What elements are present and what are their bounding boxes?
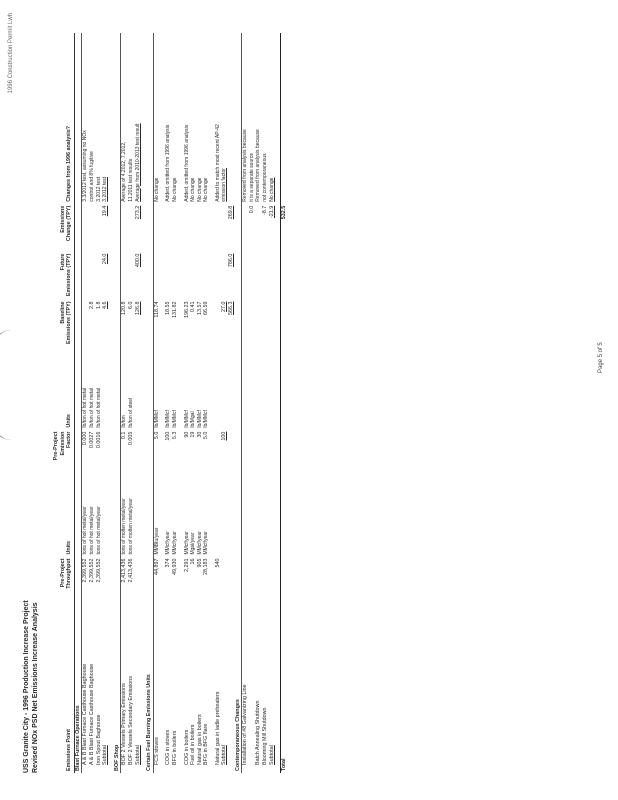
cell-chg <box>74 204 82 252</box>
cell-chg: 273.2 <box>134 205 141 220</box>
cell-ef: 5.0 <box>153 431 160 440</box>
cell-fut: 786.0 <box>228 253 235 268</box>
cell-notes <box>114 33 121 204</box>
table-row <box>262 33 269 773</box>
cell-notes: 3.3/2012 test, assuming no NOx <box>82 130 89 202</box>
cell-units <box>221 469 228 556</box>
cell-fut <box>128 252 135 300</box>
cell-point: BOF 2 Vessels Primary Emissions <box>121 683 128 765</box>
table-body <box>74 33 288 773</box>
cell-notes: 3.2012 test <box>95 176 102 202</box>
cell-notes: not contemporaneous <box>262 153 269 202</box>
cell-pre <box>281 557 288 613</box>
cell-efu <box>228 347 235 429</box>
table-row <box>215 33 222 773</box>
cell-notes: Average of 4.2012, 7.2012, <box>121 141 128 202</box>
cell-efu <box>242 347 249 429</box>
cell-notes: control and 8% fugitive <box>88 151 95 202</box>
cell-chg <box>128 204 135 252</box>
cell-chg <box>203 204 210 252</box>
cell-notes: No change <box>268 177 275 202</box>
cell-ef: 0.000 <box>82 431 89 446</box>
cell-notes: 11.2011 test results <box>127 158 134 202</box>
cell-pre <box>221 557 228 613</box>
cell-pre: 2,413,436 <box>121 558 128 583</box>
cell-efu: lb/MMcf <box>153 410 160 428</box>
cell-point: Blooming Mill Shutdown <box>262 707 269 765</box>
table-row <box>184 33 191 773</box>
cell-efu: lb/ton of hot metal <box>88 387 95 428</box>
cell-efu <box>221 347 228 429</box>
cell-units <box>242 469 249 556</box>
cell-units: Mgal/year <box>190 532 197 555</box>
cell-notes: No change <box>153 177 160 202</box>
cell-point: Subtotal <box>268 745 275 765</box>
cell-chg <box>96 204 103 252</box>
cell-units <box>249 469 256 556</box>
cell-pre <box>269 557 276 613</box>
table-row <box>242 33 249 773</box>
cell-base: 6.0 <box>127 301 134 309</box>
col-ef-units: Units <box>52 347 74 429</box>
cell-base <box>146 299 153 347</box>
cell-notes <box>74 33 82 204</box>
cell-base: 2.8 <box>88 301 95 309</box>
cell-point: A & B Blast Furnace Casthouse Baghouse <box>82 663 89 765</box>
cell-notes: it is a separate source <box>248 152 255 202</box>
cell-fut <box>249 252 256 300</box>
cell-notes: emission factor <box>221 168 228 202</box>
cell-pre: 540 <box>214 558 221 568</box>
cell-ef: 100 <box>165 431 172 441</box>
cell-point: Contemporaneous Changes <box>235 613 242 773</box>
col-baseline: Baseline Emissions (TPY) <box>52 299 74 347</box>
cell-ef: 0.0027 <box>88 431 95 449</box>
cell-ef: 5.0 <box>203 431 210 440</box>
cell-efu: lb/MMcf <box>183 410 190 428</box>
cell-fut <box>121 252 128 300</box>
cell-ef <box>249 430 256 470</box>
cell-units <box>255 469 262 556</box>
page-number: Page 5 of 5 <box>598 342 604 373</box>
cell-efu <box>114 347 121 429</box>
subtotal-row <box>221 33 228 773</box>
cell-efu <box>281 347 288 429</box>
cell-chg: -21.9 <box>268 205 275 219</box>
cell-point: Subtotal <box>221 745 228 765</box>
cell-base: 0.41 <box>190 301 197 312</box>
cell-efu <box>249 347 256 429</box>
cell-base: 4.6 <box>102 301 109 309</box>
cell-efu <box>262 347 269 429</box>
cell-fut: 400.0 <box>134 253 141 268</box>
cell-fut <box>190 252 197 300</box>
cell-fut <box>153 252 160 300</box>
cell-fut <box>203 252 210 300</box>
cell-units <box>281 469 288 556</box>
cell-notes <box>281 33 288 204</box>
cell-point <box>228 613 235 773</box>
cell-efu: lb/MMcf <box>203 410 210 428</box>
header-title: USS Granite City - 1996 Production Increase Project <box>23 600 30 773</box>
cell-point: Subtotal <box>102 745 109 765</box>
cell-chg <box>89 204 96 252</box>
cell-efu <box>135 347 142 429</box>
cell-fut <box>96 252 103 300</box>
cell-units: tons of molten metal/year <box>127 498 134 555</box>
cell-notes: Removed from analysis because <box>242 129 249 202</box>
table-header-row <box>52 33 74 773</box>
cell-pre: 44,897 <box>153 558 160 576</box>
cell-efu <box>102 347 109 429</box>
cell-base: 18.55 <box>165 301 172 315</box>
cell-pre <box>242 557 249 613</box>
cell-point: Blast Furnace Operations <box>74 613 82 773</box>
cell-efu <box>235 347 242 429</box>
table-row <box>190 33 197 773</box>
cell-fut <box>235 252 242 300</box>
cell-fut <box>146 252 153 300</box>
cell-point: Natural gas in boilers <box>196 714 203 765</box>
cell-units <box>102 469 109 556</box>
cell-efu: lb/ton of steel <box>127 397 134 428</box>
cell-notes: Added to match most recent AP-42 <box>214 124 221 202</box>
cell-ef <box>281 430 288 470</box>
cell-pre: 2,413,436 <box>127 558 134 583</box>
cell-notes: No change <box>190 177 197 202</box>
cell-pre <box>235 557 242 613</box>
rotated-document-page <box>0 7 618 793</box>
cell-base: 566.3 <box>228 301 235 315</box>
cell-pre <box>74 557 82 613</box>
cell-base: 66.59 <box>203 301 210 315</box>
cell-efu <box>146 347 153 429</box>
cell-pre: 2,399,552 <box>88 558 95 583</box>
cell-efu: lb/ton <box>121 415 128 428</box>
cell-chg <box>172 204 179 252</box>
cell-units: MMcf/year <box>183 531 190 555</box>
cell-fut <box>197 252 204 300</box>
cell-fut <box>114 252 121 300</box>
table-row <box>96 33 103 773</box>
cell-pre <box>135 557 142 613</box>
cell-point: Natural gas in ladle preheaters <box>214 691 221 765</box>
cell-ef <box>135 430 142 470</box>
cell-notes: Added, omitted from 1996 analysis <box>165 124 172 202</box>
cell-base: 196.23 <box>183 301 190 318</box>
cell-pre: 28,183 <box>203 558 210 576</box>
cell-ef: 0.1 <box>121 431 128 440</box>
cell-notes <box>146 33 153 204</box>
cell-fut <box>269 252 276 300</box>
cell-efu: lb/ton of hot metal <box>82 387 89 428</box>
cell-base <box>235 299 242 347</box>
cell-base <box>269 299 276 347</box>
cell-notes: 3.2012 test <box>102 176 109 202</box>
cell-ef <box>242 430 249 470</box>
cell-efu <box>255 347 262 429</box>
cell-pre <box>255 557 262 613</box>
cell-notes: Average from 2010-2013 test result <box>134 123 141 202</box>
table-row <box>153 33 160 773</box>
cell-point: A & B Blast Furnace Casthouse Baghouse <box>88 663 95 765</box>
cell-fut: 24.0 <box>102 253 109 265</box>
cell-efu <box>215 347 222 429</box>
running-head: 1996 Construction Permit Lwh <box>8 13 14 94</box>
cell-pre: 2,399,552 <box>95 558 102 583</box>
header-subtitle: Revised NOx PSD Net Emissions Increase Analysis <box>32 602 39 773</box>
cell-pre <box>249 557 256 613</box>
cell-chg <box>242 204 249 252</box>
cell-ef: 0.0016 <box>95 431 102 449</box>
cell-units: tons of hot metal/year <box>82 506 89 555</box>
cell-ef: 30 <box>196 431 203 438</box>
cell-pre <box>228 557 235 613</box>
cell-pre <box>114 557 121 613</box>
cell-base <box>281 299 288 347</box>
cell-pre: 2,399,552 <box>82 558 89 583</box>
cell-chg <box>114 204 121 252</box>
cell-units <box>146 469 153 556</box>
cell-fut <box>215 252 222 300</box>
table-row <box>172 33 179 773</box>
col-notes: Changes from 1996 analysis? <box>52 33 74 204</box>
cell-ef: 100 <box>221 431 228 441</box>
cell-point: Batch Annealing Shutdown <box>255 700 262 765</box>
cell-chg <box>153 204 160 252</box>
section-row <box>114 33 121 773</box>
cell-units <box>74 469 82 556</box>
total-row <box>281 33 288 773</box>
cell-units <box>135 469 142 556</box>
cell-notes: Removed from analysis because <box>255 129 262 202</box>
cell-notes: No change <box>203 177 210 202</box>
cell-ef <box>235 430 242 470</box>
cell-base <box>242 299 249 347</box>
cell-base <box>82 299 89 347</box>
cell-base: 1.8 <box>95 301 102 309</box>
cell-pre <box>262 557 269 613</box>
cell-base <box>262 299 269 347</box>
cell-chg <box>255 204 262 252</box>
cell-fut <box>89 252 96 300</box>
cell-point: COG in boilers <box>183 729 190 765</box>
cell-point <box>249 613 256 773</box>
cell-notes: No change <box>196 177 203 202</box>
col-pre-project: Pre-Project Throughput <box>52 557 74 613</box>
cell-point: BFG in boilers <box>171 730 178 765</box>
cell-ef <box>228 430 235 470</box>
cell-ef <box>269 430 276 470</box>
cell-base <box>255 299 262 347</box>
cell-pre: 374 <box>165 558 172 568</box>
cell-fut <box>242 252 249 300</box>
cell-units: MMcf/year <box>203 531 210 555</box>
col-units: Units <box>52 469 74 556</box>
cell-base: 126.8 <box>134 301 141 315</box>
cell-units: tons of hot metal/year <box>95 506 102 555</box>
cell-pre <box>146 557 153 613</box>
cell-base: 27.0 <box>221 301 228 312</box>
cell-point: Fuel oil in boilers <box>190 724 197 765</box>
cell-chg <box>197 204 204 252</box>
table-row <box>82 33 89 773</box>
cell-fut <box>255 252 262 300</box>
subtotal-row <box>228 33 235 773</box>
cell-units: tons of hot metal/year <box>88 506 95 555</box>
col-emission-factor: Pre-Project Emission Factor <box>52 430 74 470</box>
emissions-table <box>52 33 288 773</box>
cell-efu: lb/Mgal <box>190 411 197 428</box>
cell-fut <box>281 252 288 300</box>
cell-chg <box>82 204 89 252</box>
cell-units: MMcf/year <box>165 531 172 555</box>
table-row <box>255 33 262 773</box>
cell-fut <box>74 252 82 300</box>
cell-pre: 2,291 <box>183 558 190 573</box>
table-row <box>165 33 172 773</box>
section-row <box>235 33 242 773</box>
cell-base: 13.57 <box>196 301 203 315</box>
cell-ef <box>255 430 262 470</box>
cell-point: FCS stoves <box>153 737 160 765</box>
cell-fut <box>184 252 191 300</box>
cell-units <box>114 469 121 556</box>
cell-chg: -8.7 <box>262 205 269 216</box>
table-row <box>121 33 128 773</box>
cell-point: Iron Spout Baghouse <box>95 714 102 765</box>
cell-base <box>215 299 222 347</box>
table-row <box>203 33 210 773</box>
cell-ef <box>262 430 269 470</box>
cell-chg <box>190 204 197 252</box>
cell-notes <box>228 33 235 204</box>
cell-chg <box>215 204 222 252</box>
cell-fut <box>262 252 269 300</box>
cell-base <box>114 299 121 347</box>
cell-ef <box>114 430 121 470</box>
cell-ef <box>74 430 82 470</box>
cell-base <box>249 299 256 347</box>
cell-fut <box>221 252 228 300</box>
document-header <box>22 600 40 773</box>
subtotal-row <box>269 33 276 773</box>
cell-pre: 905 <box>196 558 203 568</box>
cell-notes: No change <box>171 177 178 202</box>
cell-chg: 19.4 <box>102 205 109 217</box>
cell-point: Total <box>281 613 288 773</box>
section-row <box>146 33 153 773</box>
cell-point: Certain Fuel Burning Emissions Units <box>146 613 153 773</box>
cell-ef: 90 <box>183 431 190 438</box>
cell-efu: lb/MMcf <box>196 410 203 428</box>
cell-ef: 0.005 <box>127 431 134 446</box>
cell-units <box>262 469 269 556</box>
cell-chg <box>146 204 153 252</box>
table-row <box>197 33 204 773</box>
cell-chg <box>184 204 191 252</box>
cell-efu: lb/MMcf <box>171 410 178 428</box>
cell-chg <box>165 204 172 252</box>
cell-ef: 5.3 <box>171 431 178 440</box>
cell-units: MMcf/year <box>171 531 178 555</box>
cell-point: BOF Shop <box>114 613 121 773</box>
col-future: Future Emissions (TPY) <box>52 252 74 300</box>
cell-base: 120.8 <box>121 301 128 315</box>
cell-chg: 269.8 <box>228 205 235 220</box>
col-emissions-point: Emissions Point <box>52 613 74 773</box>
cell-chg <box>121 204 128 252</box>
cell-point: Subtotal <box>134 745 141 765</box>
cell-ef <box>215 430 222 470</box>
cell-chg: 0.0 <box>248 205 255 214</box>
cell-ef: 19 <box>190 431 197 438</box>
cell-units: MMBtu/year <box>153 527 160 555</box>
cell-notes: Added, omitted from 1996 analysis <box>183 124 190 202</box>
cell-units <box>215 469 222 556</box>
cell-pre <box>102 557 109 613</box>
cell-notes <box>235 33 242 204</box>
cell-point: BFG in BFG flare <box>203 723 210 765</box>
cell-efu: lb/MMcf <box>165 410 172 428</box>
cell-units: tons of molten metal/year <box>121 498 128 555</box>
cell-fut <box>82 252 89 300</box>
cell-ef <box>146 430 153 470</box>
cell-chg <box>235 204 242 252</box>
table-row <box>249 33 256 773</box>
cell-base: 131.82 <box>171 301 178 318</box>
cell-base: 118.74 <box>153 301 160 318</box>
cell-efu <box>74 347 82 429</box>
cell-units <box>235 469 242 556</box>
cell-units <box>269 469 276 556</box>
cell-pre: 16 <box>190 558 197 565</box>
cell-fut <box>172 252 179 300</box>
table-row <box>128 33 135 773</box>
cell-point: Installation of #8 Galvanizing Line <box>242 684 249 765</box>
subtotal-row <box>102 33 109 773</box>
cell-units: MMcf/year <box>196 531 203 555</box>
cell-ef <box>102 430 109 470</box>
cell-fut <box>165 252 172 300</box>
cell-chg: 532.5 <box>281 204 288 252</box>
section-row <box>74 33 82 773</box>
cell-point: COG in stoves <box>165 729 172 765</box>
col-change: Emissions Change (TPY) <box>52 204 74 252</box>
cell-efu <box>269 347 276 429</box>
table-row <box>89 33 96 773</box>
subtotal-row <box>135 33 142 773</box>
cell-efu: lb/ton of hot metal <box>95 387 102 428</box>
cell-base <box>74 299 82 347</box>
cell-units <box>228 469 235 556</box>
cell-point: BOF 2 Vessels Secondary Emissions <box>127 676 134 765</box>
cell-chg <box>221 204 228 252</box>
cell-pre: 49,930 <box>171 558 178 576</box>
